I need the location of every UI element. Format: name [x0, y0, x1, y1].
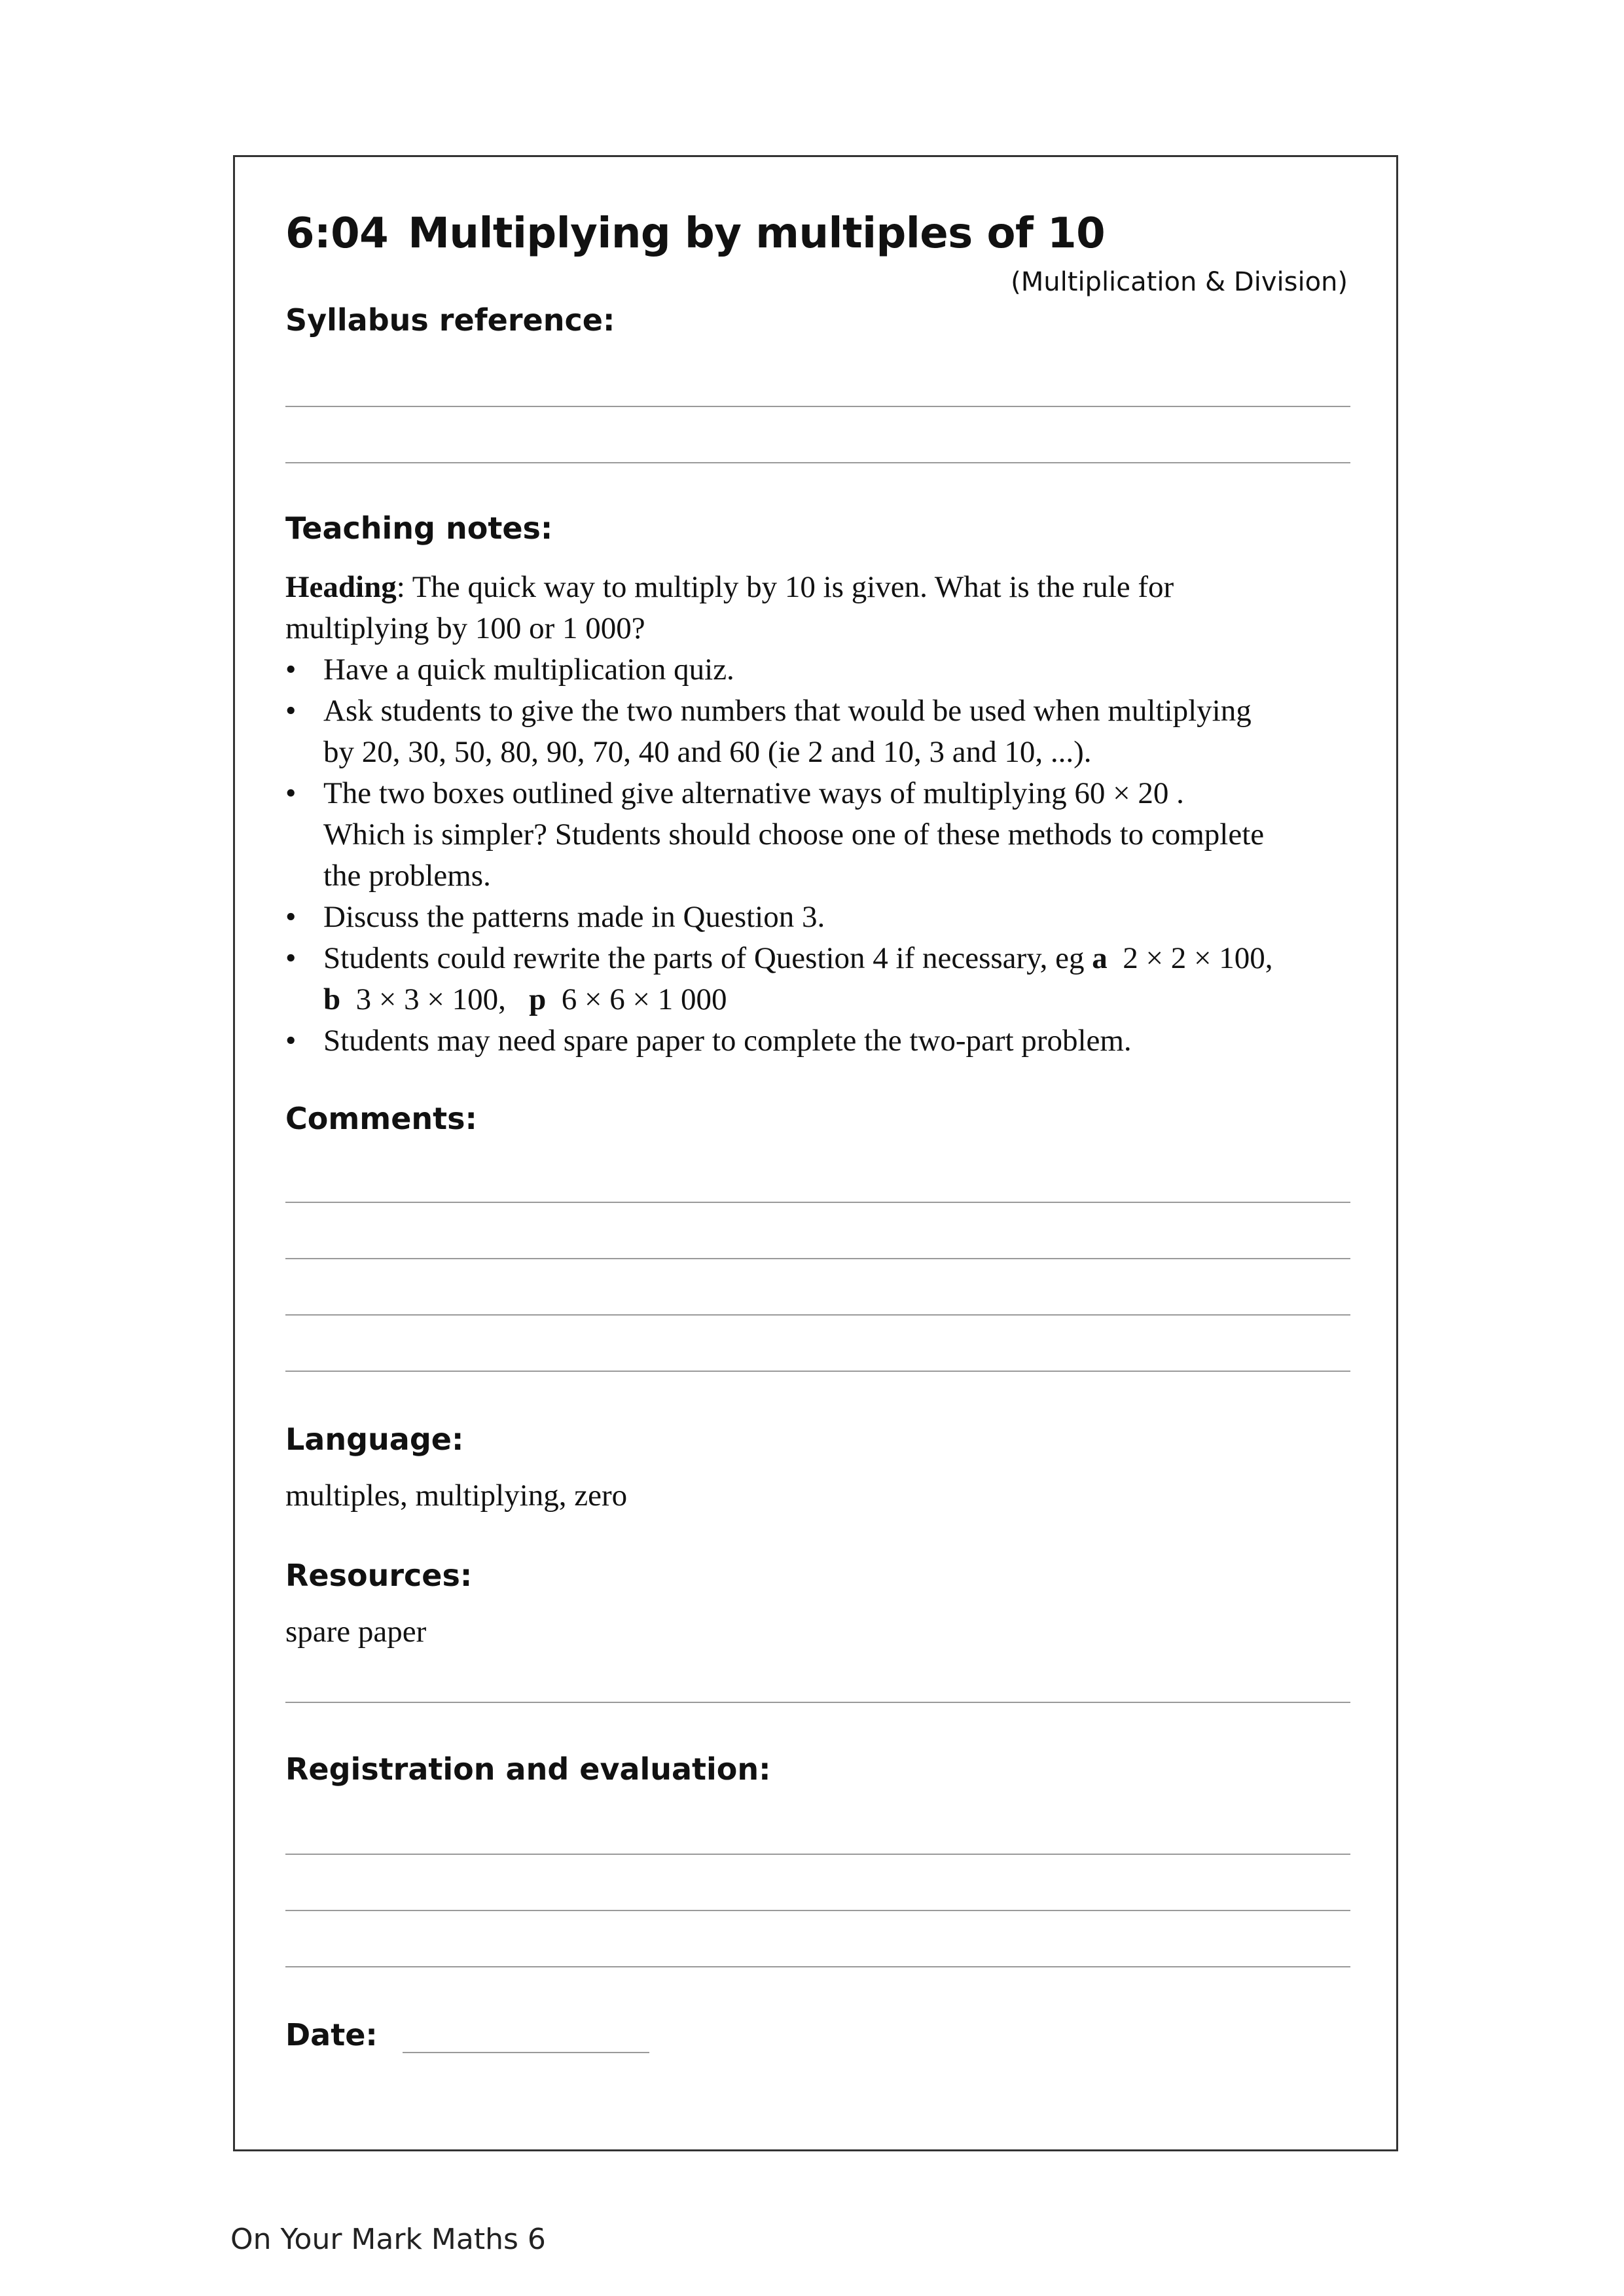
resources-text: spare paper	[285, 1615, 427, 1649]
notes-intro-line2: multiplying by 100 or 1 000?	[285, 611, 645, 645]
teaching-notes-heading: Teaching notes:	[285, 511, 553, 546]
resources-heading: Resources:	[285, 1558, 473, 1593]
comments-write-line[interactable]	[285, 1371, 1350, 1372]
comments-write-line[interactable]	[285, 1202, 1350, 1203]
bullet-text: The two boxes outlined give alternative ways of multiplying 60 × 20 .	[323, 776, 1184, 810]
section-number: 6:04	[285, 209, 389, 258]
date-write-line[interactable]	[403, 2052, 649, 2053]
registration-heading: Registration and evaluation:	[285, 1751, 771, 1787]
part-label: p	[529, 982, 547, 1016]
date-label: Date:	[285, 2017, 378, 2053]
resources-write-line[interactable]	[285, 1702, 1350, 1703]
footer-text: On Your Mark Maths 6	[230, 2223, 546, 2256]
notes-intro-bold: Heading	[285, 570, 397, 604]
registration-write-line[interactable]	[285, 1854, 1350, 1855]
bullet-text: Ask students to give the two numbers that would be used when multiplying	[323, 694, 1252, 728]
bullet-text: Which is simpler? Students should choose one of these methods to complete	[323, 817, 1265, 852]
registration-write-line[interactable]	[285, 1910, 1350, 1911]
comments-heading: Comments:	[285, 1101, 477, 1136]
teaching-notes-body	[285, 567, 1359, 1062]
notes-intro	[285, 567, 1359, 608]
bullet-icon: •	[285, 900, 297, 934]
notes-intro-line1: : The quick way to multiply by 10 is given. What is the rule for	[396, 570, 1174, 604]
bullet-icon: •	[285, 1024, 297, 1058]
language-text: multiples, multiplying, zero	[285, 1479, 628, 1513]
registration-write-line[interactable]	[285, 1966, 1350, 1967]
page-title	[285, 209, 1105, 258]
comments-write-line[interactable]	[285, 1314, 1350, 1316]
page-frame	[233, 155, 1398, 2151]
bullet-text: Discuss the patterns made in Question 3.	[323, 900, 825, 934]
expression: 2 × 2 × 100,	[1107, 941, 1273, 975]
bullet-text	[323, 938, 1359, 979]
list-item	[285, 691, 1359, 773]
comments-write-line[interactable]	[285, 1258, 1350, 1259]
bullet-icon: •	[285, 776, 297, 810]
part-label: b	[323, 982, 341, 1016]
list-item	[285, 649, 1359, 691]
part-label: a	[1092, 941, 1108, 975]
section-title: Multiplying by multiples of 10	[408, 209, 1106, 258]
syllabus-write-line[interactable]	[285, 462, 1350, 463]
topic-category: (Multiplication & Division)	[1011, 267, 1348, 297]
list-item	[285, 938, 1359, 1020]
expression: 3 × 3 × 100,	[340, 982, 530, 1016]
bullet-icon: •	[285, 653, 297, 687]
bullet-text: Have a quick multiplication quiz.	[323, 653, 734, 687]
syllabus-write-line[interactable]	[285, 406, 1350, 407]
bullet-text	[323, 979, 1359, 1020]
list-item	[285, 773, 1359, 897]
bullet-text: Students may need spare paper to complete the two-part problem.	[323, 1024, 1132, 1058]
notes-bullet-list	[285, 649, 1359, 1062]
syllabus-heading: Syllabus reference:	[285, 302, 615, 338]
bullet-icon: •	[285, 941, 297, 975]
list-item	[285, 1020, 1359, 1062]
bullet-text: by 20, 30, 50, 80, 90, 70, 40 and 60 (ie 2 and 10, 3 and 10, ...).	[323, 735, 1092, 769]
bullet-text: the problems.	[323, 859, 491, 893]
bullet-text-part: Students could rewrite the parts of Question 4 if necessary, eg	[323, 941, 1092, 975]
bullet-icon: •	[285, 694, 297, 728]
language-heading: Language:	[285, 1422, 464, 1457]
expression: 6 × 6 × 1 000	[546, 982, 727, 1016]
list-item	[285, 897, 1359, 938]
